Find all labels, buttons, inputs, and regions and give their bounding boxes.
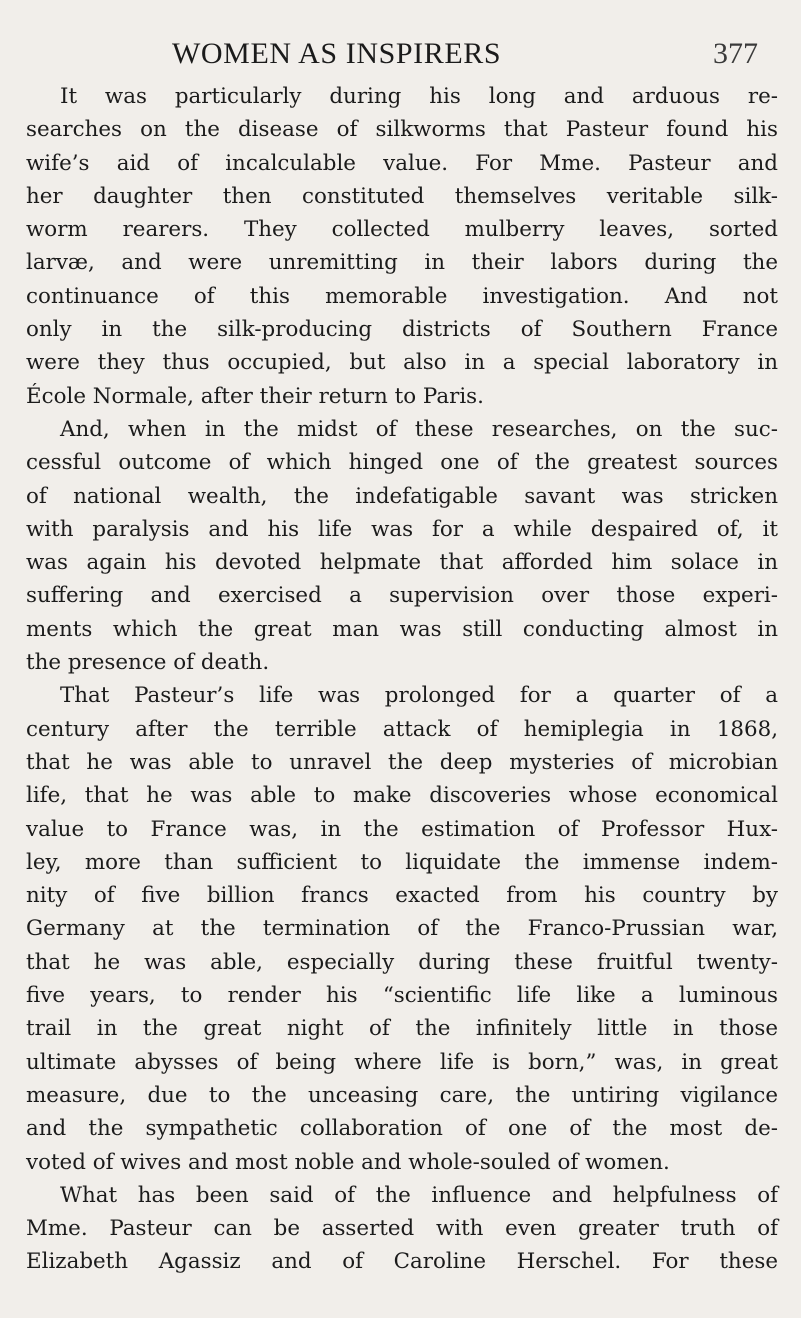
text-line: cessful outcome of which hinged one of the greatest sources: [26, 450, 778, 476]
text-line: larvæ, and were unremitting in their labors during the: [26, 250, 778, 276]
text-line: century after the terrible attack of hemiplegia in 1868,: [26, 716, 778, 742]
text-line: suffering and exercised a supervision over those experi-: [26, 583, 778, 609]
text-line: five years, to render his “scientific life like a luminous: [26, 983, 778, 1009]
text-line: the presence of death.: [26, 650, 270, 676]
text-line: value to France was, in the estimation of Professor Hux-: [26, 816, 778, 842]
text-line: life, that he was able to make discoveries whose economical: [26, 783, 778, 809]
text-line: École Normale, after their return to Paris.: [26, 383, 484, 409]
text-line: That Pasteur’s life was prolonged for a quarter of a: [60, 683, 778, 709]
text-line: were they thus occupied, but also in a special laboratory in: [26, 350, 778, 376]
text-line: with paralysis and his life was for a while despaired of, it: [26, 516, 778, 542]
body-text: [26, 80, 778, 1279]
running-title: WOMEN AS INSPIRERS: [172, 37, 502, 70]
text-line: wife’s aid of incalculable value. For Mme. Pasteur and: [26, 150, 778, 176]
text-line: It was particularly during his long and arduous re-: [60, 84, 778, 109]
running-head: [0, 34, 801, 74]
text-line: continuance of this memorable investigation. And not: [26, 283, 778, 309]
text-line: Mme. Pasteur can be asserted with even greater truth of: [26, 1216, 778, 1242]
text-line: of national wealth, the indefatigable savant was stricken: [26, 483, 778, 509]
text-line: ments which the great man was still conducting almost in: [26, 616, 778, 642]
text-line: ley, more than sufficient to liquidate the immense indem-: [26, 849, 778, 875]
page-number: 377: [713, 37, 758, 70]
text-line: ultimate abysses of being where life is born,” was, in great: [26, 1049, 778, 1075]
text-line: measure, due to the unceasing care, the untiring vigilance: [26, 1082, 778, 1108]
text-line: and the sympathetic collaboration of one of the most de-: [26, 1116, 778, 1142]
text-line: nity of five billion francs exacted from his country by: [26, 883, 778, 909]
text-line: And, when in the midst of these researches, on the suc-: [60, 416, 778, 442]
text-line: Elizabeth Agassiz and of Caroline Herschel. For these: [26, 1249, 778, 1275]
text-line: Germany at the termination of the Franco-Prussian war,: [26, 916, 778, 942]
text-line: trail in the great night of the infinitely little in those: [26, 1016, 778, 1042]
text-line: only in the silk-producing districts of Southern France: [26, 317, 778, 343]
text-line: worm rearers. They collected mulberry leaves, sorted: [26, 217, 778, 243]
text-line: that he was able to unravel the deep mysteries of microbian: [26, 749, 778, 775]
text-line: What has been said of the influence and helpfulness of: [60, 1182, 778, 1208]
text-line: searches on the disease of silkworms that Pasteur found his: [26, 117, 778, 143]
text-line: her daughter then constituted themselves veritable silk-: [26, 183, 778, 209]
text-line: voted of wives and most noble and whole-souled of women.: [26, 1149, 670, 1175]
text-line: that he was able, especially during these fruitful twenty-: [26, 949, 778, 975]
text-line: was again his devoted helpmate that afforded him solace in: [26, 550, 778, 576]
